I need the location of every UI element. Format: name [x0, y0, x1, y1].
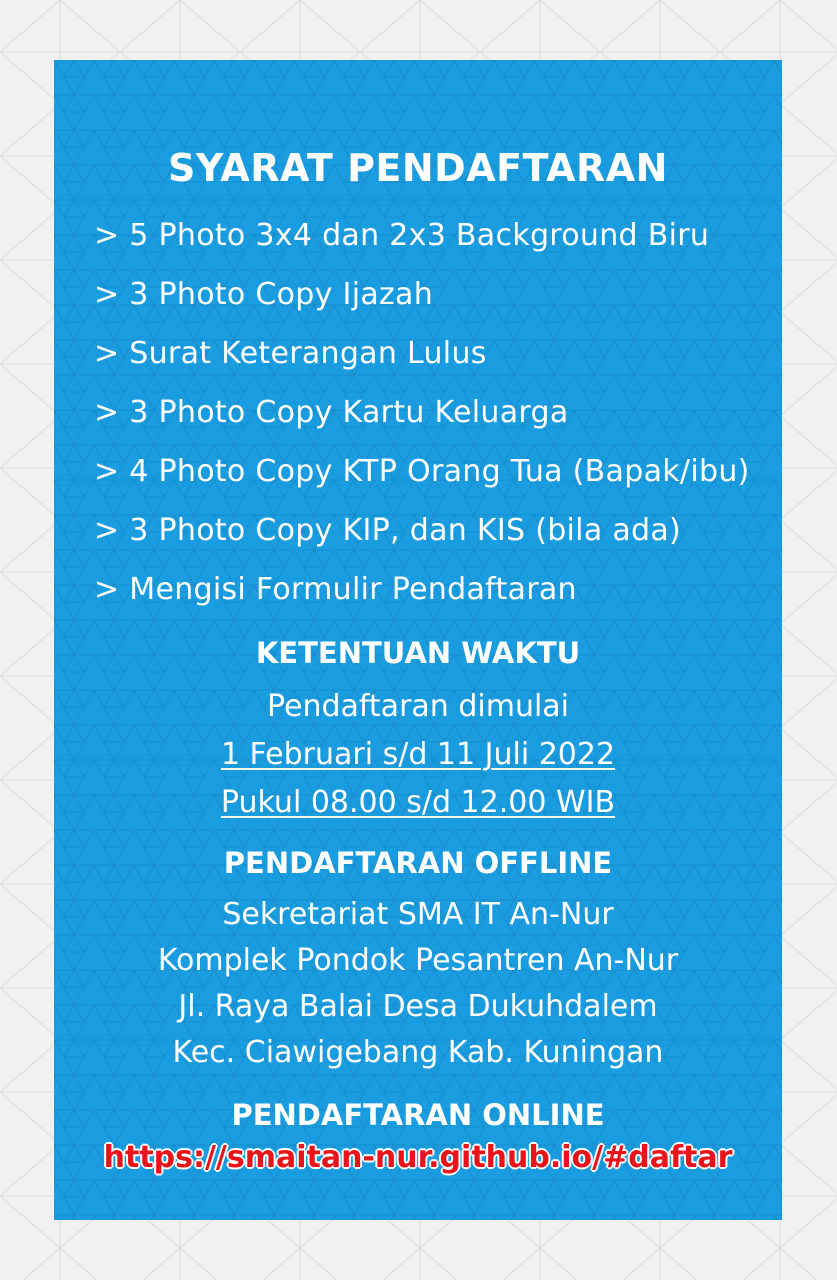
requirements-list — [94, 206, 750, 619]
schedule-heading: KETENTUAN WAKTU — [255, 636, 581, 670]
registration-url-link[interactable]: https://smaitan-nur.github.io/#daftar — [103, 1140, 733, 1175]
requirements-panel — [54, 60, 782, 1220]
schedule-hours: Pukul 08.00 s/d 12.00 WIB — [220, 785, 616, 820]
list-item: > 5 Photo 3x4 dan 2x3 Background Biru — [94, 218, 710, 253]
offline-line: Kec. Ciawigebang Kab. Kuningan — [172, 1035, 664, 1070]
online-heading: PENDAFTARAN ONLINE — [231, 1098, 605, 1132]
list-item: > 4 Photo Copy KTP Orang Tua (Bapak/ibu) — [94, 454, 750, 489]
schedule-dates: 1 Februari s/d 11 Juli 2022 — [220, 737, 616, 772]
list-item: > 3 Photo Copy Kartu Keluarga — [94, 395, 569, 430]
list-item: > Mengisi Formulir Pendaftaran — [94, 572, 577, 607]
page-title: SYARAT PENDAFTARAN — [168, 146, 668, 190]
offline-heading: PENDAFTARAN OFFLINE — [223, 846, 613, 880]
list-item: > Surat Keterangan Lulus — [94, 336, 487, 371]
list-item: > 3 Photo Copy Ijazah — [94, 277, 434, 312]
offline-line: Jl. Raya Balai Desa Dukuhdalem — [178, 989, 658, 1024]
offline-line: Sekretariat SMA IT An-Nur — [222, 897, 614, 932]
schedule-start: Pendaftaran dimulai — [266, 689, 570, 724]
offline-line: Komplek Pondok Pesantren An-Nur — [157, 943, 679, 978]
list-item: > 3 Photo Copy KIP, dan KIS (bila ada) — [94, 513, 682, 548]
